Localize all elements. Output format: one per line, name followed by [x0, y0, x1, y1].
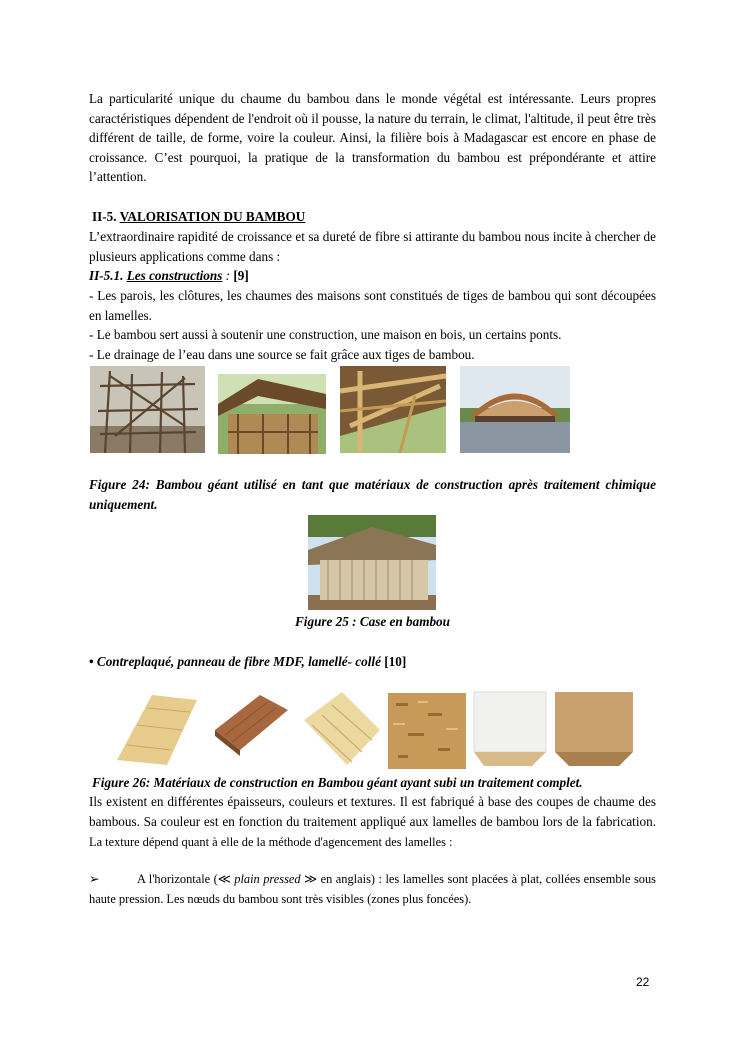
- section-intro: L’extraordinaire rapidité de croissance et sa dureté de fibre si attirante du bambou nous incite à chercher de plusieurs applications comme dans :: [89, 229, 656, 264]
- page-number: 22: [636, 975, 650, 989]
- bamboo-flooring-dark-photo: [210, 690, 290, 768]
- subsection-heading: [89, 266, 656, 286]
- subsection-title: Les constructions: [126, 268, 223, 283]
- white-mdf-panel-photo: [472, 690, 548, 768]
- bamboo-fiber-board-photo: [388, 693, 466, 769]
- bullet-ref: [10]: [380, 654, 407, 669]
- intro-paragraph: La particularité unique du chaume du bambou dans le monde végétal est intéressante. Leurs propres caractéristiques dépendent de l'endroit où il pousse, la nature du terrain, le climat, l'altitude, il peut être très différent de taille, de forme, voire la couleur. Ainsi, la filière bois à Madagascar est encore en phase de croissance. C’est pourquoi, la pratique de la transformation du bambou est prépondérante et attire l’attention.: [89, 91, 656, 185]
- subsection-ref: [9]: [233, 268, 249, 283]
- arrow-item-italic: plain pressed: [234, 872, 301, 886]
- figure-24-caption: Figure 24: Bambou géant utilisé en tant que matériaux de construction après traitement chimique uniquement.: [89, 477, 656, 512]
- bamboo-scaffold-tower-photo: [90, 366, 205, 453]
- bamboo-planks-photo: [302, 690, 382, 768]
- figure-26-caption: Figure 26: Matériaux de construction en Bambou géant ayant subi un traitement complet.: [92, 775, 583, 790]
- bamboo-hut-photo: [218, 374, 326, 454]
- subsection-colon: :: [222, 268, 234, 283]
- arrow-list-item: [89, 870, 656, 909]
- bamboo-flooring-light-photo: [112, 690, 202, 768]
- figure-25-caption: Figure 25 : Case en bambou: [295, 614, 450, 629]
- construction-item-3: - Le drainage de l’eau dans une source se fait grâce aux tiges de bambou.: [89, 347, 475, 362]
- closing-paragraph: [89, 792, 656, 853]
- bullet-symbol: •: [89, 654, 97, 669]
- bamboo-case-photo: [308, 515, 436, 610]
- construction-item-1: - Les parois, les clôtures, les chaumes des maisons sont constitués de tiges de bambou qui sont découpées en lamelles.: [89, 288, 656, 323]
- bullet-text: Contreplaqué, panneau de fibre MDF, lamellé- collé: [96, 654, 381, 669]
- section-title: VALORISATION DU BAMBOU: [119, 209, 306, 224]
- section-heading: [92, 207, 659, 227]
- section-number: II-5.: [92, 209, 120, 224]
- arrow-item-before: A l'horizontale (≪: [137, 872, 235, 886]
- closing-paragraph-texture: La texture dépend quant à elle de la méthode d'agencement des lamelles :: [89, 835, 453, 850]
- arrow-item-after: ≫ en anglais) : les lamelles sont placées à plat, collées ensemble sous haute pression. Les nœuds du bambou sont très visibles (zones plus foncées).: [89, 872, 656, 906]
- construction-item-2: - Le bambou sert aussi à soutenir une construction, une maison en bois, un certains ponts.: [89, 327, 562, 342]
- arrow-bullet-icon: ➢: [89, 872, 100, 886]
- raw-mdf-panel-photo: [553, 690, 635, 768]
- closing-paragraph-main: Ils existent en différentes épaisseurs, couleurs et textures. Il est fabriqué à base des coupes de chaume des bambous. Sa couleur est en fonction du traitement appliqué aux lamelles de bambou lors de la fabrication.: [89, 794, 656, 829]
- materials-bullet: [89, 652, 656, 672]
- subsection-number: II-5.1.: [89, 268, 127, 283]
- bamboo-roof-frame-photo: [340, 366, 446, 453]
- bamboo-pavilion-lake-photo: [460, 366, 570, 453]
